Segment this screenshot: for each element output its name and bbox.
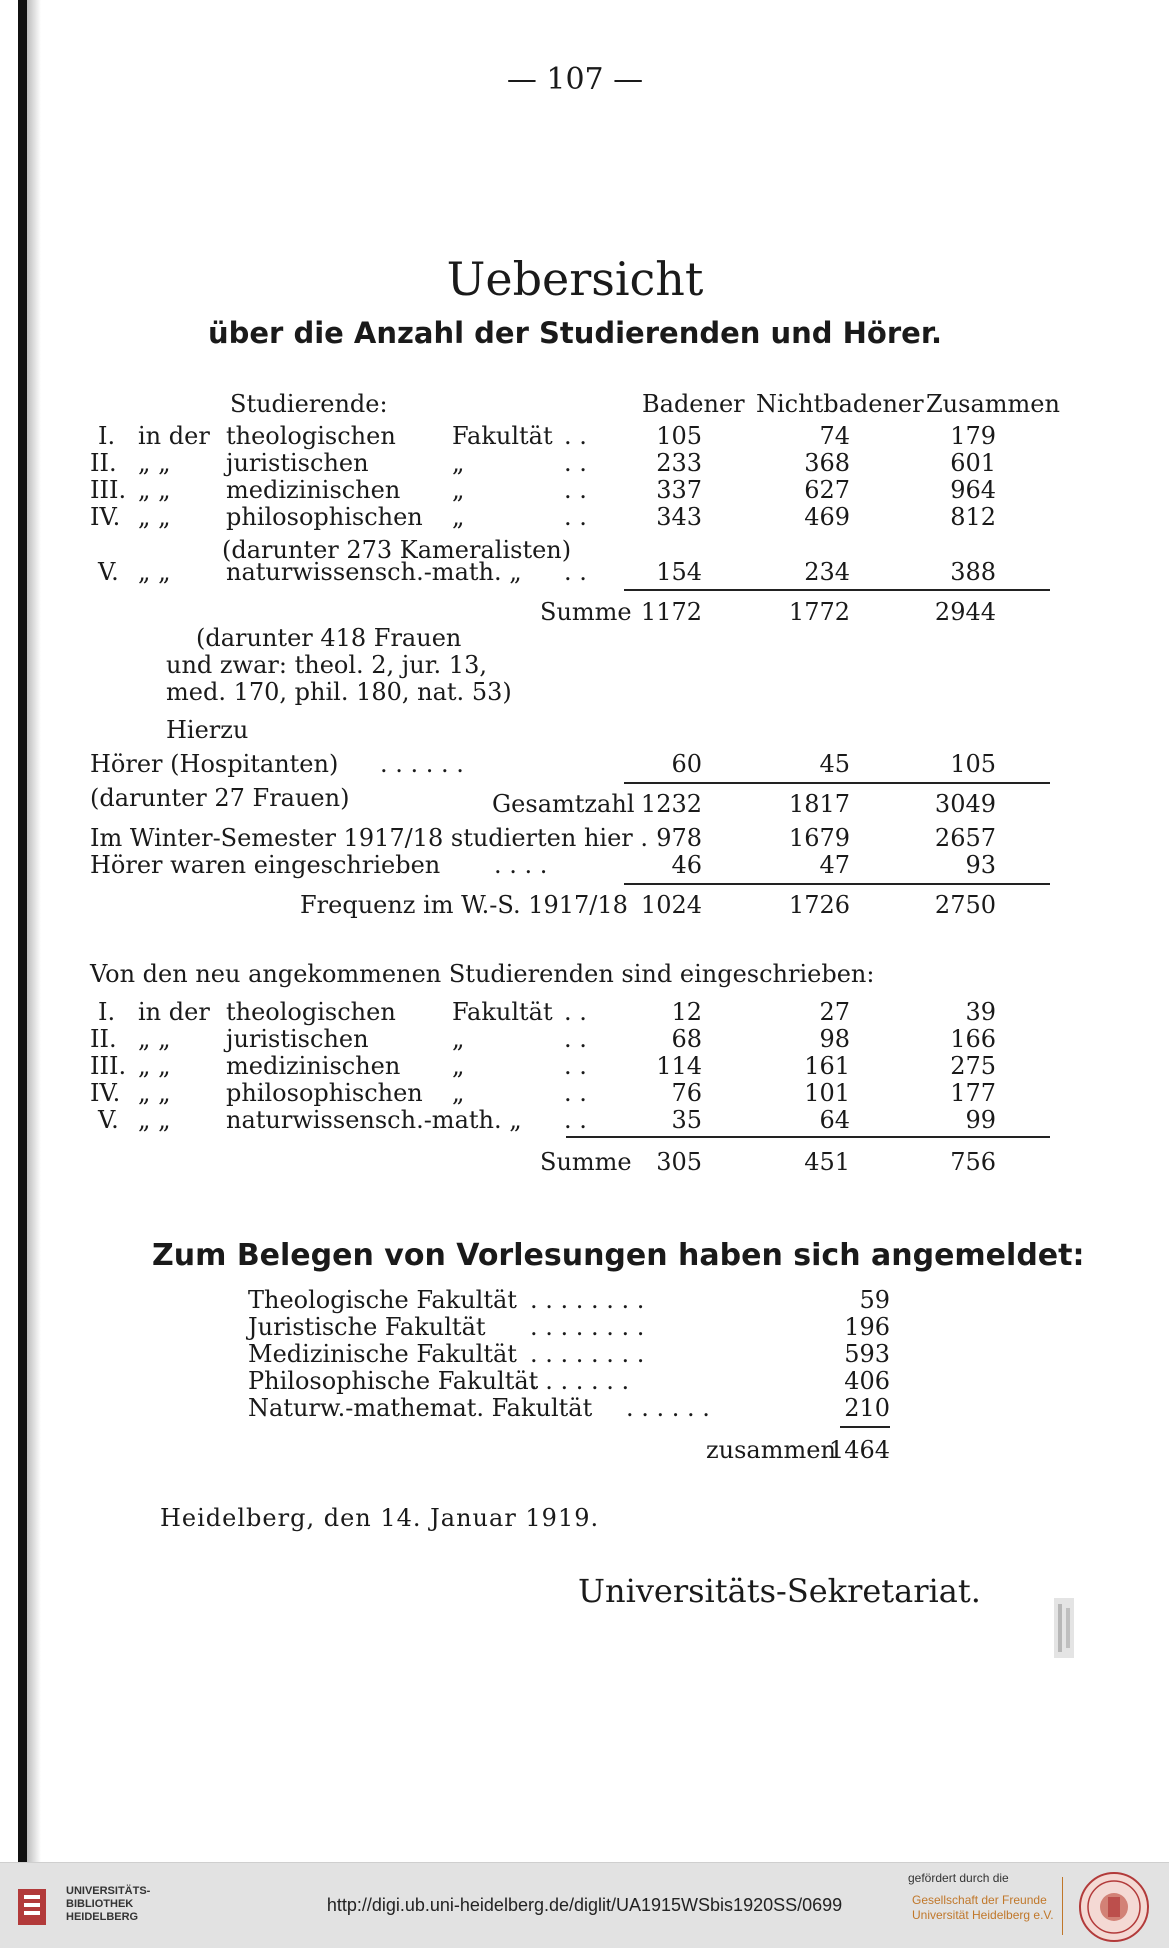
frequenz-zusammen: 2750 <box>934 891 996 919</box>
row-dots: . . <box>564 503 587 531</box>
footer-bar <box>0 1862 1169 1948</box>
row-faculty-name: juristischen <box>226 1025 369 1053</box>
sponsor-name-line2: Universität Heidelberg e.V. <box>912 1908 1054 1922</box>
row-nichtbadener: 74 <box>819 422 850 450</box>
gesamt-badener: 1232 <box>640 790 702 818</box>
page-subtitle: über die Anzahl der Studierenden und Hörer. <box>207 316 943 350</box>
rule-gesamt <box>624 782 1050 784</box>
row-faculty-name: philosophischen <box>226 1079 423 1107</box>
library-name-line1: UNIVERSITÄTS- <box>66 1885 151 1897</box>
row-suffix: „ <box>452 1052 465 1080</box>
row-faculty-name: naturwissensch.-math. „ <box>226 1106 522 1134</box>
row-nichtbadener: 368 <box>804 449 850 477</box>
sponsor-name-line1: Gesellschaft der Freunde <box>912 1893 1047 1907</box>
belegen-dots: . . . . . . <box>626 1394 710 1422</box>
row-dots: . . <box>564 449 587 477</box>
row-nichtbadener: 469 <box>804 503 850 531</box>
belegen-value: 593 <box>844 1340 890 1368</box>
row-nichtbadener: 101 <box>804 1079 850 1107</box>
studierende-label: Studierende: <box>230 390 388 418</box>
row-badener: 105 <box>656 422 702 450</box>
row-number: IV. <box>90 503 121 531</box>
belegen-value: 196 <box>844 1313 890 1341</box>
row-nichtbadener: 161 <box>804 1052 850 1080</box>
zusammen-total: 1464 <box>828 1436 890 1464</box>
gesamtzahl-label: Gesamtzahl <box>492 790 635 818</box>
ws-zusammen: 2657 <box>934 824 996 852</box>
summe2-zusammen: 756 <box>950 1148 996 1176</box>
header-zusammen: Zusammen <box>926 390 1060 418</box>
row-zusammen: 964 <box>950 476 996 504</box>
row-number: III. <box>90 1052 127 1080</box>
row-faculty-name: juristischen <box>226 449 369 477</box>
row-zusammen: 39 <box>965 998 996 1026</box>
row-number: V. <box>98 1106 119 1134</box>
kameralisten-note: (darunter 273 Kameralisten) <box>222 536 572 564</box>
rule-summe <box>624 589 1050 591</box>
ws-hoerer-label: Hörer waren eingeschrieben <box>90 851 441 879</box>
belegen-faculty: Juristische Fakultät <box>248 1313 486 1341</box>
row-badener: 114 <box>656 1052 702 1080</box>
frequenz-badener: 1024 <box>640 891 702 919</box>
row-zusammen: 275 <box>950 1052 996 1080</box>
row-zusammen: 388 <box>950 558 996 586</box>
date-line: Heidelberg, den 14. Januar 1919. <box>160 1504 600 1532</box>
ws-nichtbadener: 1679 <box>788 824 850 852</box>
row-prefix: „ „ <box>138 1106 171 1134</box>
neu-angekommen-intro: Von den neu angekommenen Studierenden sind eingeschrieben: <box>90 960 875 988</box>
row-prefix: „ „ <box>138 1025 171 1053</box>
row-prefix: „ „ <box>138 1079 171 1107</box>
belegen-value: 406 <box>844 1367 890 1395</box>
summe2-label: Summe <box>540 1148 632 1176</box>
gesamt-nichtbadener: 1817 <box>788 790 850 818</box>
signature: Universitäts-Sekretariat. <box>578 1572 981 1610</box>
ws-badener: 978 <box>656 824 702 852</box>
belegen-value: 59 <box>859 1286 890 1314</box>
row-suffix: „ <box>452 476 465 504</box>
library-name-line2: BIBLIOTHEK <box>66 1898 134 1910</box>
row-number: III. <box>90 476 127 504</box>
frauen-note-line3: med. 170, phil. 180, nat. 53) <box>166 678 512 706</box>
row-number: I. <box>98 422 116 450</box>
row-zusammen: 601 <box>950 449 996 477</box>
row-faculty-name: philosophischen <box>226 503 423 531</box>
ws-label: Im Winter-Semester 1917/18 studierten hier . <box>90 824 649 852</box>
row-zusammen: 177 <box>950 1079 996 1107</box>
hierzu-label: Hierzu <box>166 716 249 744</box>
row-suffix: Fakultät <box>452 998 553 1026</box>
row-zusammen: 179 <box>950 422 996 450</box>
row-prefix: „ „ <box>138 1052 171 1080</box>
summe-zusammen: 2944 <box>934 598 996 626</box>
row-number: II. <box>90 1025 117 1053</box>
row-badener: 68 <box>671 1025 702 1053</box>
row-dots: . . <box>564 558 587 586</box>
row-zusammen: 812 <box>950 503 996 531</box>
belegen-dots: . . . . . . . <box>530 1367 630 1395</box>
hoerer-zusammen: 105 <box>950 750 996 778</box>
row-zusammen: 166 <box>950 1025 996 1053</box>
row-faculty-name: theologischen <box>226 422 396 450</box>
ws-hoerer-zusammen: 93 <box>965 851 996 879</box>
row-dots: . . <box>564 422 587 450</box>
page-title: Uebersicht <box>446 252 704 306</box>
library-name-line3: HEIDELBERG <box>66 1911 139 1923</box>
row-faculty-name: medizinischen <box>226 476 401 504</box>
belegen-heading: Zum Belegen von Vorlesungen haben sich angemeldet: <box>152 1238 1085 1273</box>
summe2-nichtbadener: 451 <box>804 1148 850 1176</box>
row-prefix: „ „ <box>138 558 171 586</box>
row-prefix: „ „ <box>138 476 171 504</box>
row-dots: . . <box>564 1079 587 1107</box>
row-badener: 337 <box>656 476 702 504</box>
gesamt-zusammen: 3049 <box>934 790 996 818</box>
summe2-badener: 305 <box>656 1148 702 1176</box>
hoerer-nichtbadener: 45 <box>819 750 850 778</box>
belegen-value: 210 <box>844 1394 890 1422</box>
row-nichtbadener: 27 <box>819 998 850 1026</box>
belegen-faculty: Philosophische Fakultät <box>248 1367 539 1395</box>
university-seal-icon <box>1078 1871 1150 1943</box>
belegen-dots: . . . . . . . . <box>530 1313 645 1341</box>
ws-hoerer-nichtbadener: 47 <box>819 851 850 879</box>
rule-frequenz <box>624 883 1050 885</box>
source-url[interactable]: http://digi.ub.uni-heidelberg.de/diglit/UA1915WSbis1920SS/0699 <box>326 1895 843 1915</box>
header-badener: Badener <box>642 390 745 418</box>
page-number: — 107 — <box>506 62 644 97</box>
row-dots: . . <box>564 1052 587 1080</box>
sponsor-intro: gefördert durch die <box>908 1871 1009 1885</box>
summe-badener: 1172 <box>640 598 702 626</box>
row-number: II. <box>90 449 117 477</box>
row-badener: 12 <box>671 998 702 1026</box>
row-prefix: „ „ <box>138 503 171 531</box>
summe-nichtbadener: 1772 <box>788 598 850 626</box>
hoerer-frauen-note: (darunter 27 Frauen) <box>90 784 350 812</box>
frequenz-nichtbadener: 1726 <box>788 891 850 919</box>
row-suffix: „ <box>452 449 465 477</box>
row-badener: 154 <box>656 558 702 586</box>
row-faculty-name: medizinischen <box>226 1052 401 1080</box>
row-number: V. <box>98 558 119 586</box>
frauen-note-line1: (darunter 418 Frauen <box>196 624 462 652</box>
summe-label: Summe <box>540 598 632 626</box>
row-badener: 35 <box>671 1106 702 1134</box>
belegen-dots: . . . . . . . . <box>530 1286 645 1314</box>
row-prefix: in der <box>138 998 210 1026</box>
hoerer-dots: . . . . . . <box>380 750 464 778</box>
row-zusammen: 99 <box>965 1106 996 1134</box>
row-suffix: „ <box>452 1025 465 1053</box>
ws-hoerer-badener: 46 <box>671 851 702 879</box>
rule-summe2 <box>566 1136 1050 1138</box>
row-prefix: „ „ <box>138 449 171 477</box>
row-suffix: „ <box>452 503 465 531</box>
row-dots: . . <box>564 476 587 504</box>
row-number: I. <box>98 998 116 1026</box>
header-nichtbadener: Nichtbadener <box>756 390 924 418</box>
stamp-mark <box>1048 1594 1082 1662</box>
belegen-faculty: Naturw.-mathemat. Fakultät <box>248 1394 593 1422</box>
frauen-note-line2: und zwar: theol. 2, jur. 13, <box>166 651 487 679</box>
zusammen-label: zusammen <box>706 1436 836 1464</box>
footer-divider <box>1062 1877 1063 1935</box>
row-suffix: Fakultät <box>452 422 553 450</box>
row-dots: . . <box>564 998 587 1026</box>
ws-hoerer-dots: . . . . <box>494 851 548 879</box>
row-nichtbadener: 98 <box>819 1025 850 1053</box>
belegen-faculty: Theologische Fakultät <box>248 1286 517 1314</box>
sponsor-name <box>912 1893 1054 1923</box>
belegen-dots: . . . . . . . . <box>530 1340 645 1368</box>
row-nichtbadener: 234 <box>804 558 850 586</box>
row-suffix: „ <box>452 1079 465 1107</box>
row-badener: 233 <box>656 449 702 477</box>
row-dots: . . <box>564 1025 587 1053</box>
row-dots: . . <box>564 1106 587 1134</box>
rule-zusammen <box>840 1426 890 1428</box>
frequenz-label: Frequenz im W.-S. 1917/18 <box>300 891 628 919</box>
row-nichtbadener: 64 <box>819 1106 850 1134</box>
hoerer-label: Hörer (Hospitanten) <box>90 750 339 778</box>
row-nichtbadener: 627 <box>804 476 850 504</box>
row-prefix: in der <box>138 422 210 450</box>
belegen-faculty: Medizinische Fakultät <box>248 1340 517 1368</box>
row-number: IV. <box>90 1079 121 1107</box>
row-faculty-name: naturwissensch.-math. „ <box>226 558 522 586</box>
row-badener: 343 <box>656 503 702 531</box>
row-faculty-name: theologischen <box>226 998 396 1026</box>
row-badener: 76 <box>671 1079 702 1107</box>
hoerer-badener: 60 <box>671 750 702 778</box>
